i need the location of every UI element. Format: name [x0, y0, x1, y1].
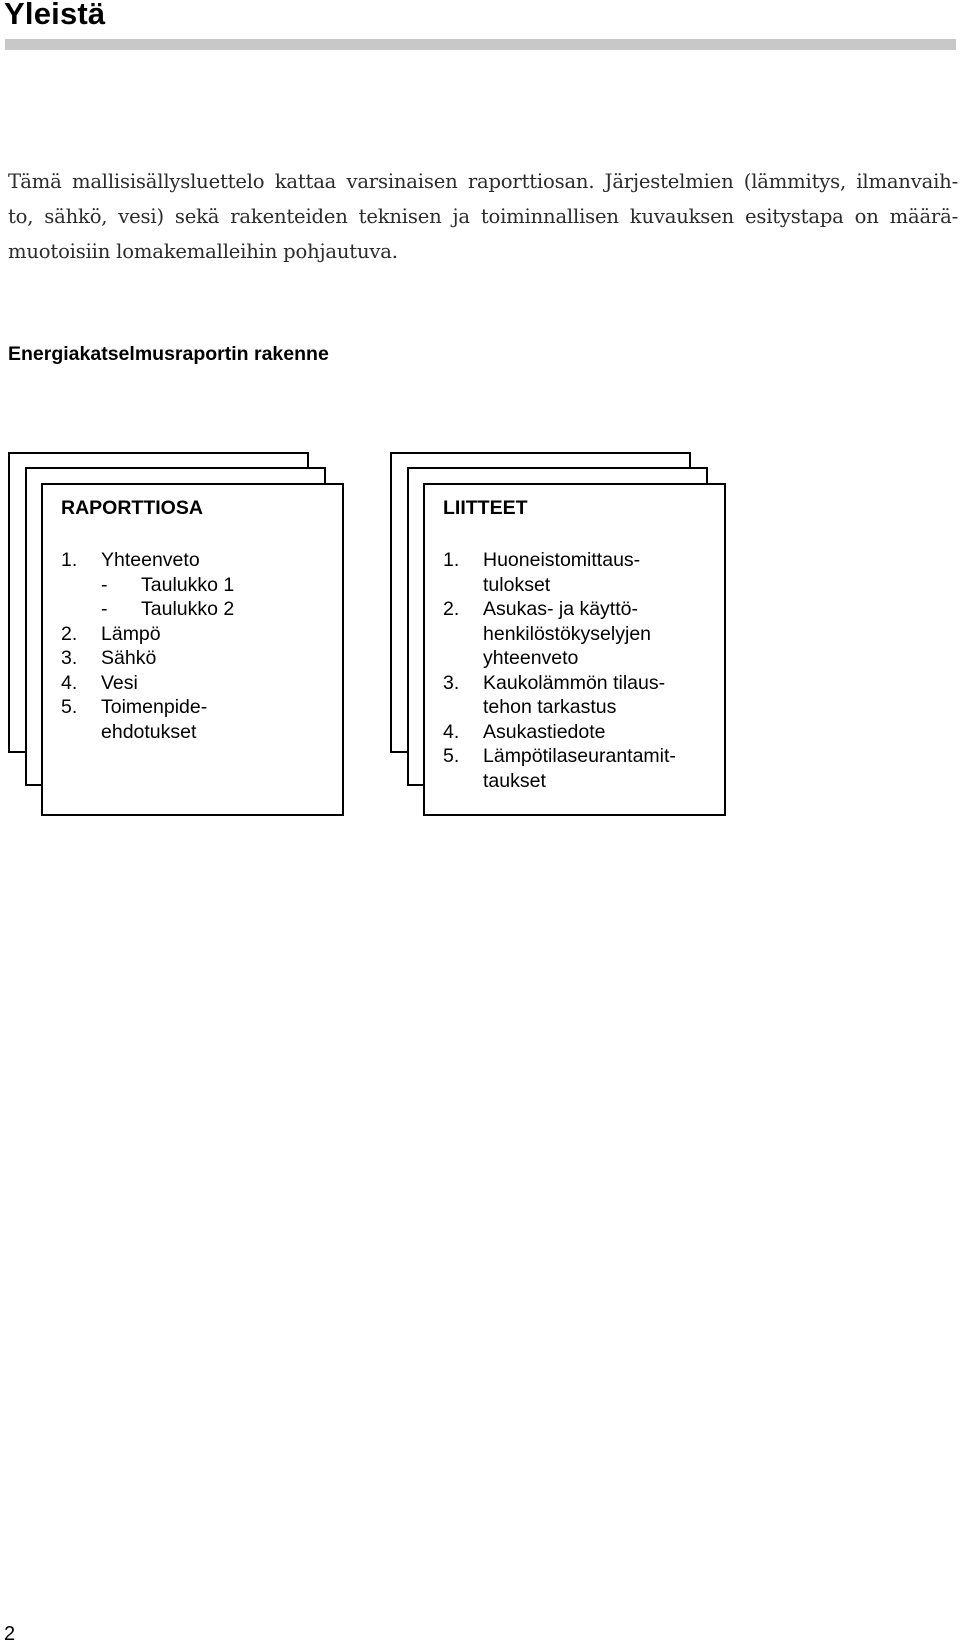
- intro-paragraph: [8, 164, 958, 269]
- item-number: 1.: [61, 549, 78, 571]
- list-item: [443, 744, 676, 769]
- list-item-continuation: [61, 720, 234, 745]
- list-item: [61, 622, 234, 647]
- list-item-continuation: [443, 646, 676, 671]
- list-item: [443, 720, 676, 745]
- raporttiosa-list: [61, 548, 234, 744]
- item-text: taukset: [483, 769, 546, 792]
- item-text: yhteenveto: [483, 647, 579, 669]
- liitteet-card: [423, 483, 726, 816]
- list-item-continuation: [443, 622, 676, 647]
- item-text: Lämpötilaseurantamit-: [483, 745, 676, 767]
- item-dash: -: [101, 598, 108, 620]
- intro-line: Tämä mallisisällysluettelo kattaa varsinaisen raporttiosan. Järjestelmien (lämmitys, ilmanvaih-: [8, 170, 958, 193]
- item-text: Vesi: [101, 671, 138, 694]
- item-text: Kaukolämmön tilaus-: [483, 671, 666, 694]
- item-text: tulokset: [483, 573, 551, 596]
- item-text: tehon tarkastus: [483, 696, 617, 718]
- item-text: Taulukko 1: [141, 573, 235, 596]
- list-item-continuation: [443, 573, 676, 598]
- page-number: 2: [4, 1623, 16, 1645]
- list-item-continuation: [443, 695, 676, 720]
- heading-rule: [5, 39, 956, 50]
- list-subitem: [61, 597, 234, 622]
- item-text: Lämpö: [101, 622, 161, 645]
- item-number: 5.: [61, 696, 78, 718]
- item-number: 1.: [443, 549, 460, 571]
- page-heading: Yleistä: [4, 0, 106, 31]
- item-text: Huoneistomittaus-: [483, 549, 641, 571]
- item-number: 4.: [443, 720, 460, 743]
- item-text: henkilöstökyselyjen: [483, 622, 652, 645]
- raporttiosa-title: RAPORTTIOSA: [61, 497, 203, 519]
- intro-line: muotoisiin lomakemalleihin pohjautuva.: [8, 240, 398, 263]
- liitteet-list: [443, 548, 676, 793]
- item-dash: -: [101, 573, 108, 596]
- list-item: [61, 646, 234, 671]
- item-number: 3.: [61, 647, 78, 669]
- item-text: Asukastiedote: [483, 720, 606, 743]
- item-number: 3.: [443, 671, 460, 694]
- list-item-continuation: [443, 769, 676, 794]
- intro-line: to, sähkö, vesi) sekä rakenteiden teknisen ja toiminnallisen kuvauksen esitystapa on määrä-: [8, 205, 958, 228]
- liitteet-title: LIITTEET: [443, 497, 528, 519]
- item-text: Asukas- ja käyttö-: [483, 598, 638, 620]
- item-number: 2.: [61, 622, 78, 645]
- list-item: [61, 671, 234, 696]
- item-number: 2.: [443, 598, 460, 620]
- list-item: [61, 548, 234, 573]
- list-item: [443, 548, 676, 573]
- item-text: Sähkö: [101, 647, 157, 669]
- item-number: 5.: [443, 745, 460, 767]
- list-subitem: [61, 573, 234, 598]
- item-text: ehdotukset: [101, 720, 197, 743]
- item-number: 4.: [61, 671, 78, 694]
- list-item: [443, 671, 676, 696]
- raporttiosa-card: [41, 483, 344, 816]
- section-title: Energiakatselmusraportin rakenne: [8, 343, 329, 365]
- list-item: [443, 597, 676, 622]
- item-text: Taulukko 2: [141, 598, 235, 620]
- list-item: [61, 695, 234, 720]
- item-text: Toimenpide-: [101, 696, 208, 718]
- item-text: Yhteenveto: [101, 549, 200, 571]
